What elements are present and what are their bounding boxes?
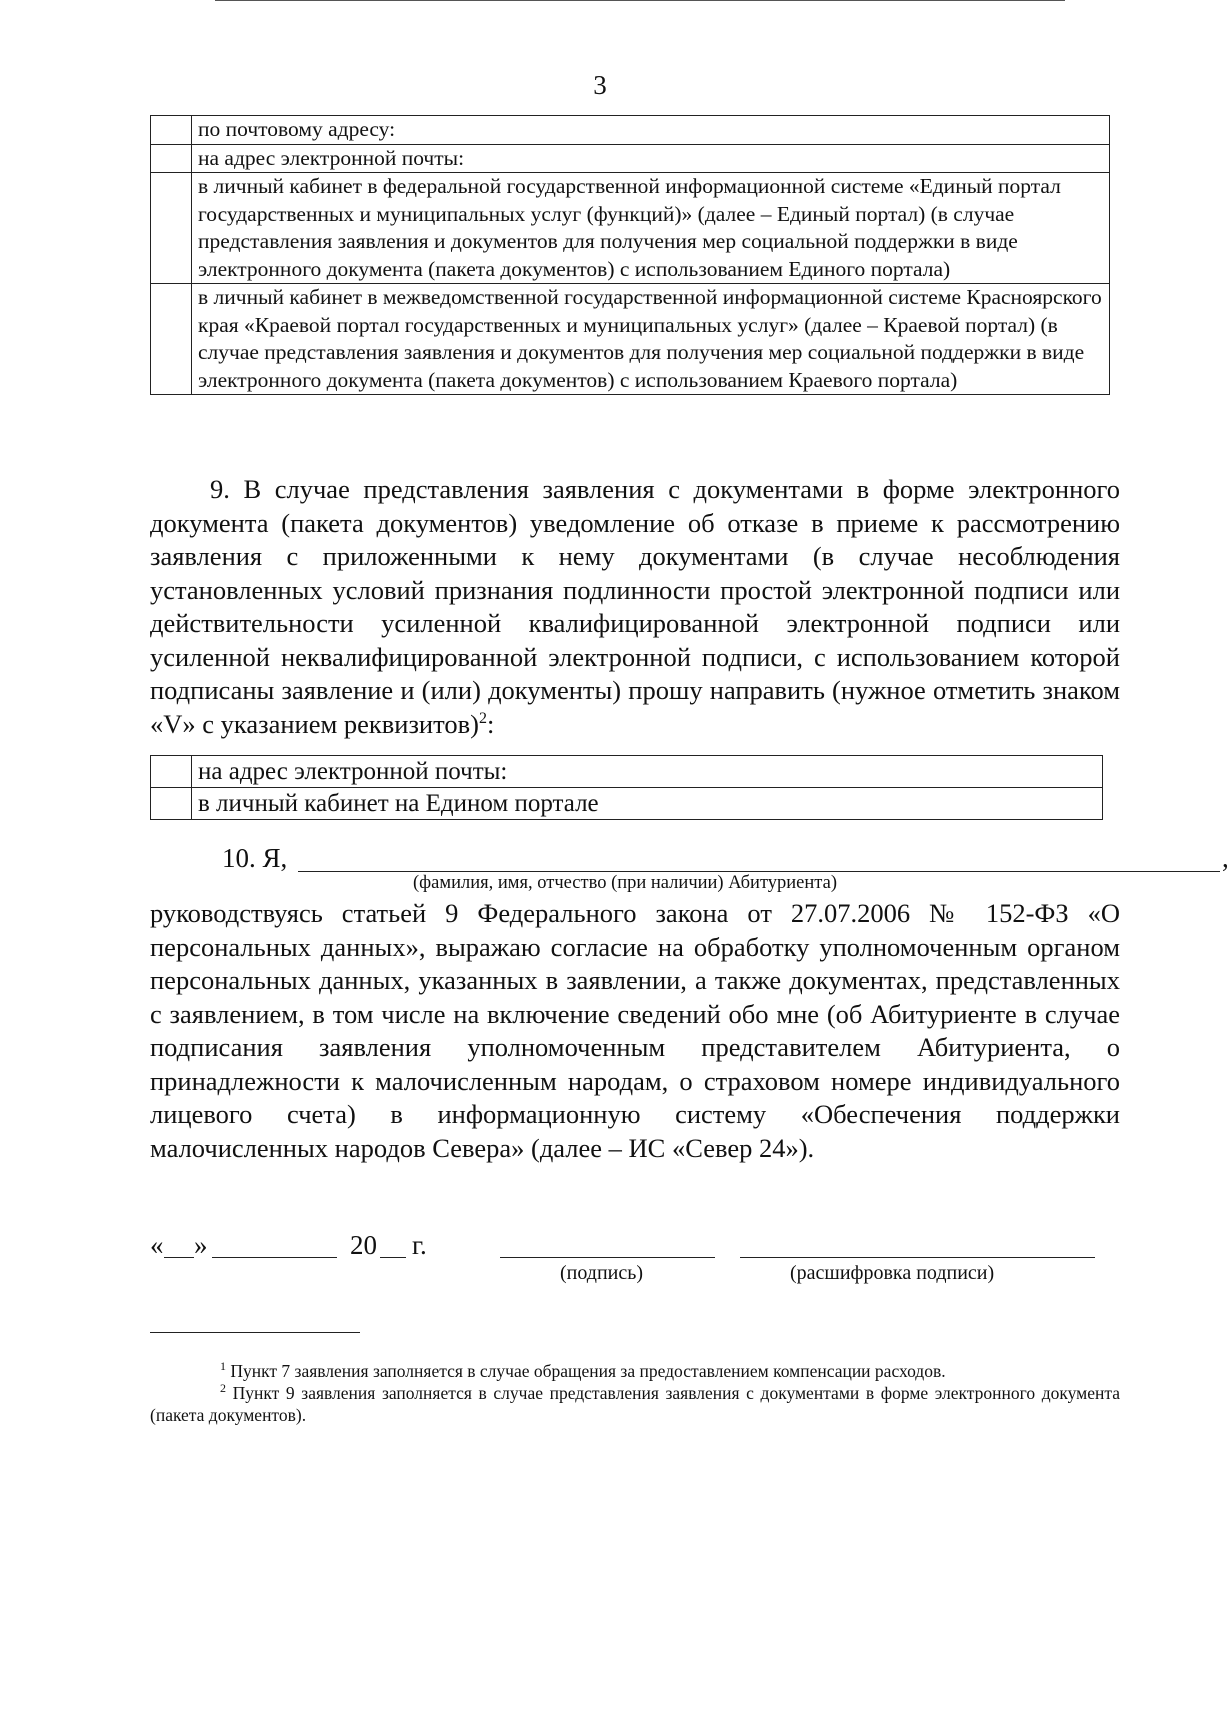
month-field[interactable] (212, 1257, 337, 1258)
notice-method-table (150, 755, 1103, 820)
checkbox-cell[interactable] (151, 173, 192, 284)
footnote-number: 1 (220, 1359, 226, 1374)
year-prefix: 20 (350, 1230, 377, 1260)
option-text: в личный кабинет на Едином портале (192, 788, 1103, 820)
checkbox-cell[interactable] (151, 116, 192, 145)
page-number: 3 (593, 70, 607, 100)
item-10-text: руководствуясь статьей 9 Федерального закона от 27.07.2006 № 152-ФЗ «О персональных данных», выражаю согласие на обработку уполномоченным органом персональных данных, указанных в заявлении, а также документах, представленных с заявлением, в том числе на включение сведений обо мне (об Абитуриенте в случае подписания заявления уполномоченным представителем Абитуриента, о принадлежности к малочисленным народам, о страховом номере индивидуального лицевого счета) в информационную систему «Обеспечения поддержки малочисленных народов Севера» (далее – ИС «Север 24»). (150, 898, 1120, 1163)
item-9-paragraph (150, 473, 1120, 741)
footnote-separator (150, 1332, 360, 1333)
option-text: на адрес электронной почты: (192, 144, 1110, 173)
item-9-text: 9. В случае представления заявления с документами в форме электронного документа (пакета документов) уведомление об отказе в приеме к рассмотрению заявления с приложенными к нему документами (в случае несоблюдения установленных условий признания подлинности простой электронной подписи или действительности усиленной квалифицированной электронной подписи или усиленной неквалифицированной электронной подписи, с использованием которой подписаны заявление и (или) документы) прошу направить (нужное отметить знаком «V» с указанием реквизитов) (150, 474, 1120, 739)
applicant-name-caption: (фамилия, имя, отчество (при наличии) Абитуриента) (413, 873, 837, 893)
year-field[interactable] (380, 1257, 406, 1258)
footnote-2 (150, 1382, 1120, 1426)
footnote-1 (150, 1360, 1120, 1382)
footnote-text: Пункт 9 заявления заполняется в случае представления заявления с документами в форме электронного документа (пакета документов). (150, 1383, 1120, 1425)
decoding-caption: (расшифровка подписи) (790, 1262, 995, 1284)
footnote-ref: 2 (478, 709, 487, 727)
signature-caption: (подпись) (560, 1262, 644, 1284)
applicant-name-field[interactable] (298, 871, 1220, 872)
year-suffix: г. (412, 1230, 427, 1260)
footnote-text: Пункт 7 заявления заполняется в случае обращения за предоставлением компенсации расходов. (230, 1361, 946, 1381)
table-row (151, 284, 1110, 395)
table-row (151, 756, 1103, 788)
signature-decoding-field[interactable] (740, 1257, 1095, 1258)
quote-open: « (150, 1230, 164, 1260)
top-border-line (215, 0, 1065, 1)
option-text: на адрес электронной почты: (192, 756, 1103, 788)
checkbox-cell[interactable] (151, 144, 192, 173)
item-10-comma: , (1222, 843, 1229, 873)
day-field[interactable] (164, 1257, 194, 1258)
item-10-label: 10. Я, (222, 843, 288, 873)
option-text: в личный кабинет в федеральной государственной информационной системе «Единый портал государственных и муниципальных услуг (функций)» (далее – Единый портал) (в случае представления заявления и документов для получения мер социальной поддержки в виде электронного документа (пакета документов) с использованием Единого портала) (192, 173, 1110, 284)
table-row (151, 144, 1110, 173)
table-row (151, 788, 1103, 820)
quote-close: » (194, 1230, 208, 1260)
checkbox-cell[interactable] (151, 756, 192, 788)
table-row (151, 116, 1110, 145)
delivery-method-table (150, 115, 1110, 395)
item-9-end: : (486, 708, 495, 739)
footnote-number: 2 (220, 1381, 226, 1396)
item-10-name-line (150, 843, 1229, 877)
checkbox-cell[interactable] (151, 284, 192, 395)
option-text: в личный кабинет в межведомственной государственной информационной системе Красноярского края «Краевой портал государственных и муниципальных услуг» (далее – Краевой портал) (в случае представления заявления и документов для получения мер социальной поддержки в виде электронного документа (пакета документов) с использованием Краевого портала) (192, 284, 1110, 395)
table-row (151, 173, 1110, 284)
checkbox-cell[interactable] (151, 788, 192, 820)
option-text: по почтовому адресу: (192, 116, 1110, 145)
signature-field[interactable] (500, 1257, 715, 1258)
item-10-paragraph (150, 897, 1120, 1165)
